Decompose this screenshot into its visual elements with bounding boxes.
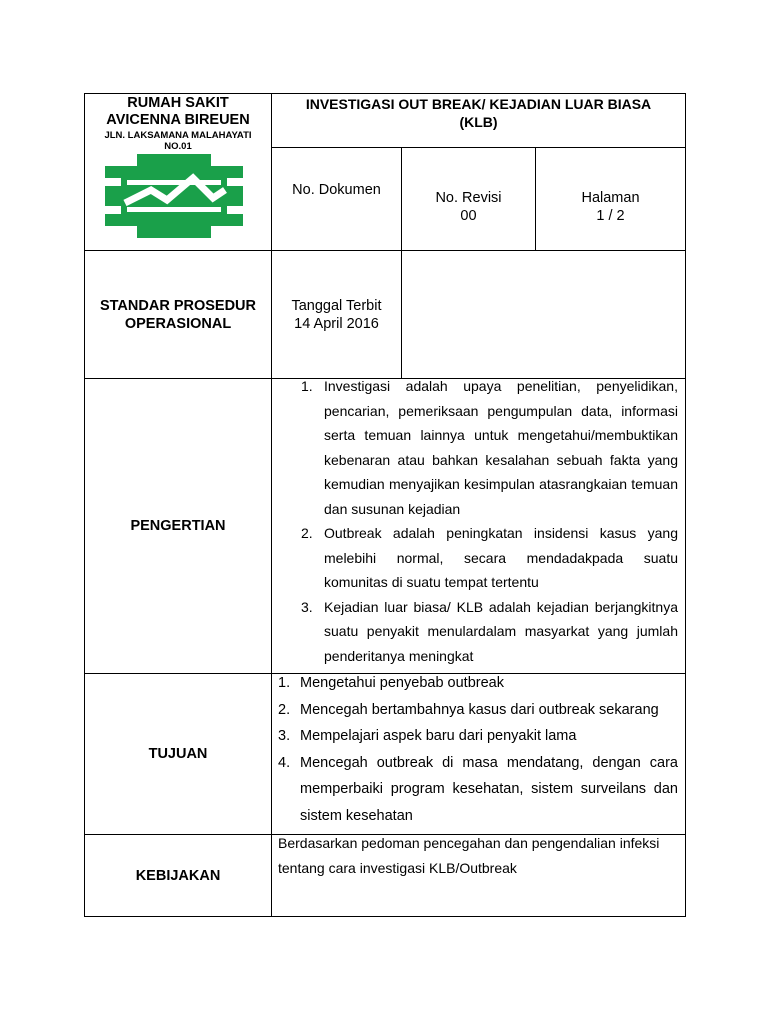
tujuan-label-cell — [85, 674, 271, 834]
issue-date-cell — [272, 251, 401, 378]
tujuan-content — [272, 670, 678, 830]
list-item: 1. Investigasi adalah upaya penelitian, penyelidikan, pencarian, pemeriksaan pengumpulan data, informasi serta temuan lainnya untuk mengetahui/membuktikan kebenaran atau bahkan kesalahan sebuah fakta yang kemudian menyajikan kesimpulan atasrangkaian temuan dan susunan kejadian — [301, 378, 678, 517]
kebijakan-label: KEBIJAKAN — [135, 867, 221, 884]
pengertian-list — [272, 374, 678, 668]
issue-date-value: 14 April 2016 — [294, 315, 379, 332]
page-label: Halaman — [581, 190, 640, 206]
hospital-name-line2: AVICENNA BIREUEN — [106, 112, 250, 128]
table-border-bottom — [84, 916, 686, 917]
sop-label-cell — [85, 251, 271, 378]
hospital-logo-icon — [105, 154, 243, 238]
revision-cell — [402, 148, 535, 266]
pengertian-label-cell — [85, 379, 271, 673]
doc-number-cell — [272, 148, 401, 232]
hospital-address-line1: JLN. LAKSAMANA MALAHAYATI — [104, 130, 252, 141]
revision-value: 00 — [460, 208, 477, 224]
document-title-line1: INVESTIGASI OUT BREAK/ KEJADIAN LUAR BIASA — [305, 96, 652, 112]
list-item: 1. Mengetahui penyebab outbreak — [278, 675, 504, 691]
hospital-name-line1: RUMAH SAKIT — [127, 95, 229, 111]
sop-label-line1: STANDAR PROSEDUR — [99, 297, 257, 314]
document-title-line2: (KLB) — [459, 114, 498, 130]
issue-date-label: Tanggal Terbit — [291, 297, 382, 314]
revision-label: No. Revisi — [435, 190, 502, 206]
table-border-right — [685, 93, 686, 917]
hospital-header — [85, 94, 271, 250]
kebijakan-text: Berdasarkan pedoman pencegahan dan pengendalian infeksi tentang cara investigasi KLB/Outbreak — [278, 835, 660, 876]
hospital-address-line2: NO.01 — [164, 141, 192, 152]
document-title — [272, 94, 685, 132]
list-item: 3. Kejadian luar biasa/ KLB adalah kejadian berjangkitnya suatu penyakit menulardalam masyarkat yang jumlah penderitanya meningkat — [301, 598, 678, 664]
pengertian-content — [272, 374, 678, 668]
tujuan-label: TUJUAN — [148, 746, 208, 762]
doc-number-label: No. Dokumen — [292, 182, 381, 198]
page-value: 1 / 2 — [596, 208, 625, 224]
list-item: 4. Mencegah outbreak di masa mendatang, dengan cara memperbaiki program kesehatan, sistem surveilans dan sistem kesehatan — [278, 754, 678, 824]
list-item: 3. Mempelajari aspek baru dari penyakit lama — [278, 728, 577, 745]
list-item: 2. Outbreak adalah peningkatan insidensi kasus yang melebihi normal, secara mendadakpada suatu komunitas di suatu tempat tertentu — [301, 525, 678, 590]
tujuan-list — [272, 670, 678, 830]
pengertian-label: PENGERTIAN — [130, 518, 226, 534]
sop-label-line2: OPERASIONAL — [124, 315, 232, 332]
list-item: 2. Mencegah bertambahnya kasus dari outbreak sekarang — [278, 701, 659, 718]
page-cell — [536, 148, 685, 266]
kebijakan-label-cell — [85, 835, 271, 916]
